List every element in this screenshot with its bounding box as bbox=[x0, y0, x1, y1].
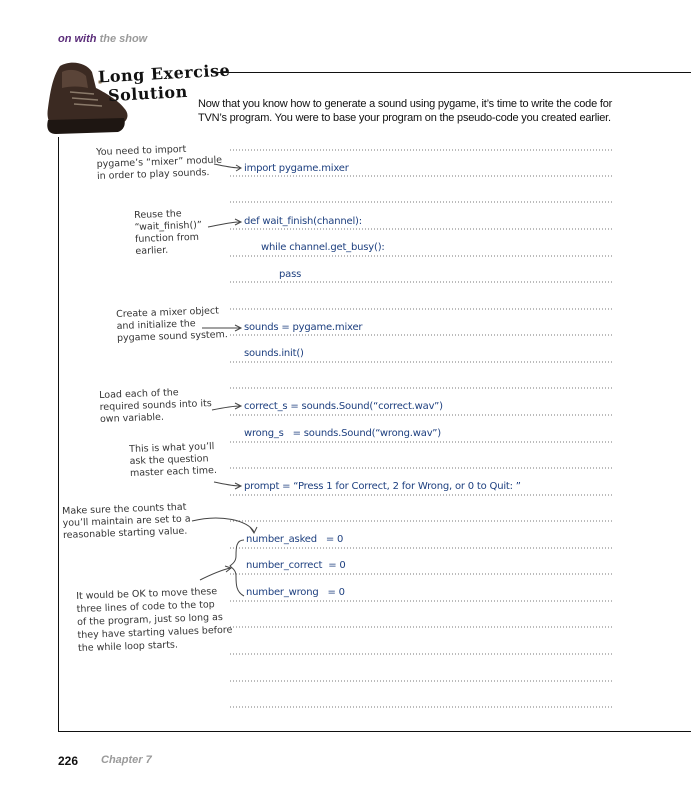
code-number-wrong: number_wrong = 0 bbox=[246, 587, 345, 598]
running-head-strong: on with bbox=[58, 33, 97, 45]
exercise-title-line1: Long Exercise bbox=[97, 60, 231, 87]
code-number-asked: number_asked = 0 bbox=[246, 534, 344, 545]
note-counts: Make sure the counts that you’ll maintain are set to a reasonable starting value. bbox=[62, 501, 191, 541]
code-wrong-s: wrong_s = sounds.Sound(“wrong.wav”) bbox=[244, 428, 441, 439]
page-number: 226 bbox=[58, 754, 79, 768]
intro-text: Now that you know how to generate a sound using pygame, it’s time to write the code for TVN’s program. You were to base your program on the pseudo-code you created earlier. bbox=[198, 98, 613, 124]
note-reuse: Reuse the “wait_finish()” function from earlier. bbox=[134, 208, 203, 257]
arrow-move bbox=[200, 568, 230, 580]
note-mixer: Create a mixer object and initialize the pygame sound system. bbox=[116, 305, 228, 344]
code-sounds-init: sounds.init() bbox=[244, 348, 304, 359]
running-head-rest: the show bbox=[99, 33, 148, 45]
chapter-label: Chapter 7 bbox=[101, 754, 152, 766]
exercise-title-line2: Solution bbox=[107, 81, 189, 106]
code-number-correct: number_correct = 0 bbox=[246, 560, 346, 571]
note-move: It would be OK to move these three lines of code to the top of the program, just so long as they have starting values before the while loop starts. bbox=[76, 586, 233, 654]
code-while-busy: while channel.get_busy(): bbox=[261, 242, 385, 253]
note-prompt: This is what you’ll ask the question master each time. bbox=[129, 441, 218, 479]
code-def-wait-finish: def wait_finish(channel): bbox=[244, 216, 362, 227]
arrow-load bbox=[212, 406, 240, 410]
code-sounds-mixer: sounds = pygame.mixer bbox=[244, 322, 363, 333]
code-import: import pygame.mixer bbox=[244, 163, 349, 174]
arrow-counts bbox=[192, 518, 254, 532]
code-correct-s: correct_s = sounds.Sound(“correct.wav”) bbox=[244, 401, 443, 412]
code-prompt: prompt = “Press 1 for Correct, 2 for Wrong, or 0 to Quit: ” bbox=[244, 481, 521, 492]
code-pass: pass bbox=[279, 269, 302, 280]
note-load: Load each of the required sounds into its own variable. bbox=[99, 387, 212, 425]
note-import: You need to import pygame’s “mixer” module in order to play sounds. bbox=[96, 143, 223, 182]
